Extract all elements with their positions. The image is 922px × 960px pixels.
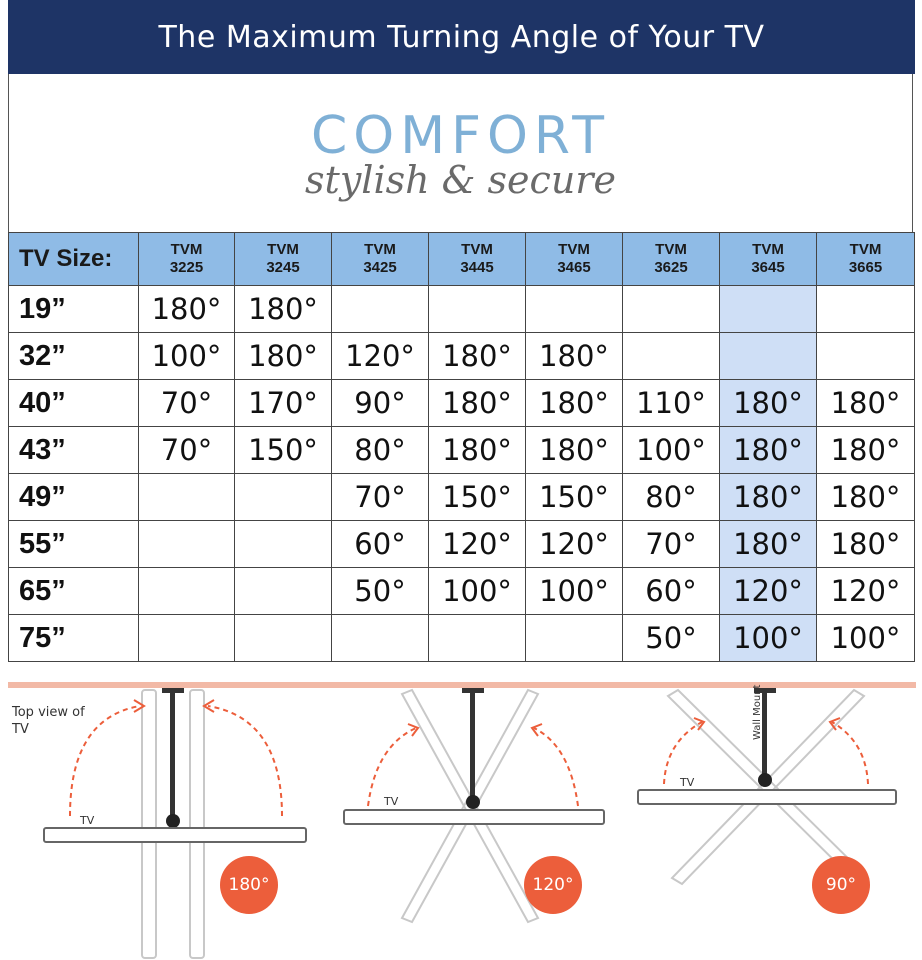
diagram-120: [340, 688, 610, 960]
angle-cell: 60°: [332, 521, 429, 568]
column-header-model-prefix: TVM: [364, 241, 396, 258]
angle-cell: 50°: [332, 568, 429, 615]
mount-arm: [170, 692, 175, 820]
angle-cell: 100°: [817, 615, 915, 662]
tv-size-cell: 75”: [9, 615, 139, 662]
angle-cell: [429, 615, 526, 662]
angle-cell: [623, 333, 720, 380]
brand-panel: [8, 74, 913, 232]
angle-cell: 180°: [526, 380, 623, 427]
angle-cell: 60°: [623, 568, 720, 615]
column-header-model-number: 3425: [363, 259, 397, 276]
tv-panel: [638, 790, 896, 804]
column-header-model-prefix: TVM: [849, 241, 882, 258]
angle-cell: 180°: [720, 474, 817, 521]
mount-pivot: [166, 814, 180, 828]
angle-cell: 180°: [235, 333, 332, 380]
angle-cell: 70°: [623, 521, 720, 568]
angle-cell: 120°: [720, 568, 817, 615]
column-header-3645: [720, 233, 817, 286]
tv-panel: [344, 810, 604, 824]
tv-size-cell: 19”: [9, 286, 139, 333]
angle-badge-120: 120°: [524, 856, 582, 914]
mount-pivot: [758, 773, 772, 787]
angle-cell: 180°: [235, 286, 332, 333]
angle-cell: [235, 615, 332, 662]
tv-panel: [44, 828, 306, 842]
table-row: [9, 333, 915, 380]
table-row: [9, 474, 915, 521]
tv-label-2: TV: [384, 795, 399, 808]
angle-cell: 50°: [623, 615, 720, 662]
rotation-arrow-left: [70, 706, 140, 816]
angle-cell: 100°: [139, 333, 235, 380]
column-header-model-prefix: TVM: [461, 241, 493, 258]
angle-cell: 180°: [720, 427, 817, 474]
mount-arm: [470, 692, 475, 800]
column-header-3245: [235, 233, 332, 286]
tv-size-cell: 40”: [9, 380, 139, 427]
tv-size-cell: 43”: [9, 427, 139, 474]
angle-cell: 80°: [623, 474, 720, 521]
column-header-3665: [817, 233, 915, 286]
angle-cell: 180°: [720, 380, 817, 427]
column-header-model-prefix: TVM: [267, 241, 299, 258]
angle-cell: 110°: [623, 380, 720, 427]
top-view-label: Top view of TV: [12, 705, 85, 737]
angle-cell: 150°: [235, 427, 332, 474]
column-header-model-prefix: TVM: [752, 241, 784, 258]
tv-size-cell: 49”: [9, 474, 139, 521]
column-header-3625: [623, 233, 720, 286]
column-header-model-prefix: TVM: [170, 241, 203, 258]
angle-cell: 180°: [817, 474, 915, 521]
angle-cell: [720, 286, 817, 333]
table-row: [9, 568, 915, 615]
angle-cell: 180°: [817, 521, 915, 568]
angle-badge-90: 90°: [812, 856, 870, 914]
tv-size-cell: 32”: [9, 333, 139, 380]
angle-cell: 100°: [720, 615, 817, 662]
angle-cell: 120°: [817, 568, 915, 615]
angle-cell: 180°: [526, 333, 623, 380]
angle-cell: [139, 474, 235, 521]
angle-cell: 120°: [526, 521, 623, 568]
brand-tagline: stylish & secure: [305, 158, 616, 202]
angle-cell: 180°: [817, 380, 915, 427]
table-row: [9, 427, 915, 474]
angle-cell: [817, 333, 915, 380]
column-header-3465: [526, 233, 623, 286]
column-header-model-number: 3625: [654, 259, 688, 276]
angle-cell: 120°: [332, 333, 429, 380]
tv-label-3: TV: [680, 776, 695, 789]
diagram-180: [30, 688, 320, 960]
angle-cell: [139, 615, 235, 662]
angle-cell: 80°: [332, 427, 429, 474]
column-header-model-number: 3665: [848, 259, 883, 276]
angle-cell: 120°: [429, 521, 526, 568]
angle-cell: 180°: [429, 333, 526, 380]
brand-logo-text: COMFORT: [310, 106, 611, 166]
angle-cell: 180°: [720, 521, 817, 568]
table-row: [9, 380, 915, 427]
angle-cell: 70°: [139, 427, 235, 474]
angle-cell: 100°: [526, 568, 623, 615]
table-row: [9, 615, 915, 662]
rotation-arrow-right: [832, 722, 868, 784]
column-header-model-number: 3465: [557, 259, 591, 276]
angle-cell: 180°: [139, 286, 235, 333]
table-row: [9, 286, 915, 333]
turning-angle-table: [8, 232, 915, 662]
mount-pivot: [466, 795, 480, 809]
diagram-90: [632, 688, 902, 960]
tv-size-cell: 65”: [9, 568, 139, 615]
angle-cell: 70°: [332, 474, 429, 521]
column-header-model-prefix: TVM: [655, 241, 687, 258]
angle-cell: 150°: [429, 474, 526, 521]
tv-size-header: TV Size:: [9, 233, 139, 286]
tv-label-1: TV: [80, 814, 95, 827]
page-title: The Maximum Turning Angle of Your TV: [158, 19, 765, 55]
angle-cell: 180°: [526, 427, 623, 474]
column-header-model-number: 3445: [460, 259, 494, 276]
angle-cell: [817, 286, 915, 333]
rotation-arrow-right: [534, 728, 578, 806]
column-header-model-prefix: TVM: [558, 241, 590, 258]
angle-cell: 100°: [429, 568, 526, 615]
angle-cell: 70°: [139, 380, 235, 427]
column-header-model-number: 3245: [266, 259, 300, 276]
column-header-3225: [139, 233, 235, 286]
angle-cell: [429, 286, 526, 333]
angle-cell: [332, 615, 429, 662]
angle-badge-180: 180°: [220, 856, 278, 914]
column-header-3425: [332, 233, 429, 286]
angle-cell: [235, 521, 332, 568]
angle-cell: [139, 521, 235, 568]
column-header-model-number: 3645: [751, 259, 785, 276]
angle-cell: 180°: [429, 427, 526, 474]
angle-cell: [139, 568, 235, 615]
wall-mount-label: Wall Mount: [752, 684, 763, 740]
column-header-model-number: 3225: [169, 259, 204, 276]
tv-size-cell: 55”: [9, 521, 139, 568]
angle-cell: [526, 286, 623, 333]
angle-cell: 180°: [817, 427, 915, 474]
angle-cell: 170°: [235, 380, 332, 427]
angle-cell: [235, 568, 332, 615]
angle-cell: 100°: [623, 427, 720, 474]
angle-cell: [623, 286, 720, 333]
page-header: [8, 0, 915, 74]
table-row: [9, 521, 915, 568]
angle-cell: [720, 333, 817, 380]
table-header-row: [9, 233, 915, 286]
angle-cell: 180°: [429, 380, 526, 427]
angle-cell: 150°: [526, 474, 623, 521]
column-header-3445: [429, 233, 526, 286]
angle-cell: [526, 615, 623, 662]
angle-cell: [332, 286, 429, 333]
angle-cell: 90°: [332, 380, 429, 427]
angle-cell: [235, 474, 332, 521]
rotation-arrow-right: [208, 706, 282, 816]
rotation-arrow-left: [664, 722, 702, 784]
